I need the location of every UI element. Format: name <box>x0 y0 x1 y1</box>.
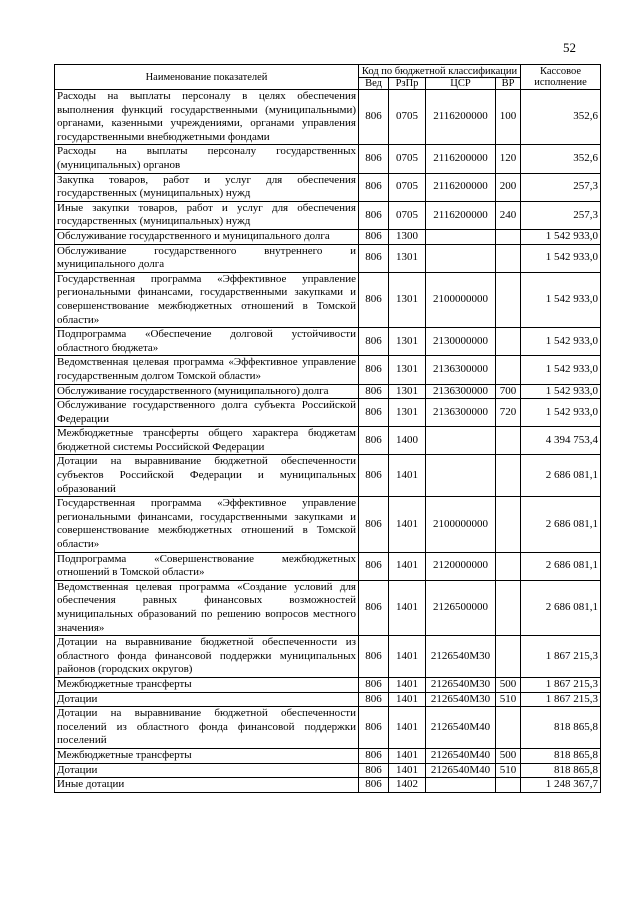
row-amount: 2 686 081,1 <box>521 552 601 580</box>
row-ved: 806 <box>359 399 389 427</box>
row-csr: 2100000000 <box>426 497 496 552</box>
row-vr: 700 <box>496 384 521 399</box>
row-csr <box>426 455 496 497</box>
row-amount: 352,6 <box>521 145 601 173</box>
row-rzpr: 1401 <box>389 707 426 749</box>
row-name: Дотации на выравнивание бюджетной обеспеченности субъектов Российской Федерации и муниципальных образований <box>55 455 359 497</box>
row-name: Межбюджетные трансферты общего характера бюджетам бюджетной системы Российской Федерации <box>55 427 359 455</box>
row-csr: 2116200000 <box>426 173 496 201</box>
row-rzpr: 1401 <box>389 763 426 778</box>
table-row <box>55 707 601 749</box>
header-amount: Кассовое исполнение <box>521 65 601 90</box>
row-rzpr: 0705 <box>389 145 426 173</box>
table-row <box>55 580 601 635</box>
row-vr <box>496 229 521 244</box>
row-csr: 2126540М30 <box>426 636 496 678</box>
row-name: Государственная программа «Эффективное управление региональными финансами, государственными закупками и совершенствование межбюджетных отношений в Томской области» <box>55 272 359 327</box>
row-rzpr: 1401 <box>389 497 426 552</box>
table-row <box>55 201 601 229</box>
table-row <box>55 778 601 793</box>
page-number: 52 <box>563 40 576 55</box>
header-csr: ЦСР <box>426 78 496 90</box>
row-rzpr: 1401 <box>389 636 426 678</box>
row-rzpr: 0705 <box>389 90 426 145</box>
row-name: Дотации <box>55 692 359 707</box>
row-name: Дотации на выравнивание бюджетной обеспеченности поселений из областного фонда финансовой поддержки поселений <box>55 707 359 749</box>
row-vr <box>496 707 521 749</box>
row-name: Подпрограмма «Совершенствование межбюджетных отношений в Томской области» <box>55 552 359 580</box>
table-row <box>55 244 601 272</box>
row-name: Обслуживание государственного долга субъекта Российской Федерации <box>55 399 359 427</box>
row-csr: 2136300000 <box>426 384 496 399</box>
row-rzpr: 1401 <box>389 749 426 764</box>
row-name: Межбюджетные трансферты <box>55 749 359 764</box>
row-rzpr: 1401 <box>389 552 426 580</box>
row-name: Ведомственная целевая программа «Эффективное управление государственным долгом Томской области» <box>55 356 359 384</box>
row-rzpr: 1301 <box>389 272 426 327</box>
row-vr: 100 <box>496 90 521 145</box>
budget-table <box>54 64 601 793</box>
row-vr <box>496 455 521 497</box>
row-ved: 806 <box>359 356 389 384</box>
row-rzpr: 1301 <box>389 328 426 356</box>
row-amount: 1 542 933,0 <box>521 399 601 427</box>
row-csr: 2136300000 <box>426 356 496 384</box>
row-ved: 806 <box>359 497 389 552</box>
row-vr: 500 <box>496 678 521 693</box>
row-ved: 806 <box>359 749 389 764</box>
row-ved: 806 <box>359 552 389 580</box>
row-rzpr: 0705 <box>389 173 426 201</box>
row-csr: 2100000000 <box>426 272 496 327</box>
table-row <box>55 636 601 678</box>
table-row <box>55 399 601 427</box>
row-amount: 1 542 933,0 <box>521 328 601 356</box>
row-rzpr: 1402 <box>389 778 426 793</box>
row-ved: 806 <box>359 173 389 201</box>
row-amount: 257,3 <box>521 173 601 201</box>
row-ved: 806 <box>359 328 389 356</box>
row-amount: 1 542 933,0 <box>521 229 601 244</box>
table-row <box>55 356 601 384</box>
row-amount: 1 542 933,0 <box>521 272 601 327</box>
row-rzpr: 1401 <box>389 580 426 635</box>
row-ved: 806 <box>359 692 389 707</box>
row-vr <box>496 778 521 793</box>
row-csr: 2126540М40 <box>426 707 496 749</box>
row-vr <box>496 427 521 455</box>
row-amount: 1 542 933,0 <box>521 356 601 384</box>
row-ved: 806 <box>359 201 389 229</box>
table-row <box>55 384 601 399</box>
row-rzpr: 1301 <box>389 384 426 399</box>
table-row <box>55 229 601 244</box>
row-amount: 1 542 933,0 <box>521 244 601 272</box>
row-rzpr: 1401 <box>389 692 426 707</box>
row-csr: 2116200000 <box>426 145 496 173</box>
row-csr <box>426 778 496 793</box>
row-rzpr: 1301 <box>389 244 426 272</box>
row-csr: 2126540М40 <box>426 763 496 778</box>
row-csr: 2126500000 <box>426 580 496 635</box>
row-ved: 806 <box>359 229 389 244</box>
table-row <box>55 749 601 764</box>
table-row <box>55 692 601 707</box>
row-rzpr: 1401 <box>389 455 426 497</box>
row-amount: 2 686 081,1 <box>521 580 601 635</box>
row-name: Подпрограмма «Обеспечение долговой устойчивости областного бюджета» <box>55 328 359 356</box>
table-row <box>55 90 601 145</box>
row-rzpr: 1300 <box>389 229 426 244</box>
row-amount: 1 867 215,3 <box>521 678 601 693</box>
row-amount: 818 865,8 <box>521 763 601 778</box>
row-csr: 2120000000 <box>426 552 496 580</box>
header-vr: ВР <box>496 78 521 90</box>
table-row <box>55 552 601 580</box>
row-amount: 1 867 215,3 <box>521 692 601 707</box>
row-vr: 510 <box>496 692 521 707</box>
header-rzpr: РзПр <box>389 78 426 90</box>
row-ved: 806 <box>359 678 389 693</box>
row-amount: 257,3 <box>521 201 601 229</box>
row-csr: 2116200000 <box>426 201 496 229</box>
table-row <box>55 763 601 778</box>
row-name: Ведомственная целевая программа «Создание условий для обеспечения равных финансовых возможностей муниципальных образований по решению вопросов местного значения» <box>55 580 359 635</box>
row-csr: 2126540М30 <box>426 678 496 693</box>
row-vr: 240 <box>496 201 521 229</box>
table-body <box>55 90 601 793</box>
header-name: Наименование показателей <box>55 65 359 90</box>
row-amount: 2 686 081,1 <box>521 497 601 552</box>
row-csr <box>426 229 496 244</box>
table-row <box>55 173 601 201</box>
row-csr: 2136300000 <box>426 399 496 427</box>
row-name: Обслуживание государственного внутреннего и муниципального долга <box>55 244 359 272</box>
row-name: Государственная программа «Эффективное управление региональными финансами, государственными закупками и совершенствование межбюджетных отношений в Томской области» <box>55 497 359 552</box>
row-vr: 200 <box>496 173 521 201</box>
row-csr: 2126540М40 <box>426 749 496 764</box>
row-amount: 2 686 081,1 <box>521 455 601 497</box>
row-name: Дотации на выравнивание бюджетной обеспеченности из областного фонда финансовой поддержки муниципальных районов (городских округов) <box>55 636 359 678</box>
table-row <box>55 272 601 327</box>
row-rzpr: 1400 <box>389 427 426 455</box>
row-name: Расходы на выплаты персоналу в целях обеспечения выполнения функций государственными (муниципальными) органами, казенными учреждениями, органами управления государственными внебюджетными фондами <box>55 90 359 145</box>
table-row <box>55 145 601 173</box>
row-vr <box>496 636 521 678</box>
row-vr <box>496 552 521 580</box>
row-ved: 806 <box>359 707 389 749</box>
row-vr <box>496 328 521 356</box>
row-csr: 2130000000 <box>426 328 496 356</box>
row-ved: 806 <box>359 580 389 635</box>
table-row <box>55 678 601 693</box>
row-vr <box>496 356 521 384</box>
row-rzpr: 0705 <box>389 201 426 229</box>
row-rzpr: 1301 <box>389 399 426 427</box>
row-amount: 352,6 <box>521 90 601 145</box>
row-name: Межбюджетные трансферты <box>55 678 359 693</box>
row-ved: 806 <box>359 427 389 455</box>
row-vr <box>496 244 521 272</box>
row-amount: 1 542 933,0 <box>521 384 601 399</box>
row-csr <box>426 427 496 455</box>
row-ved: 806 <box>359 90 389 145</box>
row-ved: 806 <box>359 636 389 678</box>
row-ved: 806 <box>359 455 389 497</box>
row-ved: 806 <box>359 272 389 327</box>
row-vr: 500 <box>496 749 521 764</box>
row-name: Обслуживание государственного (муниципального) долга <box>55 384 359 399</box>
row-amount: 818 865,8 <box>521 749 601 764</box>
row-csr: 2126540М30 <box>426 692 496 707</box>
row-name: Дотации <box>55 763 359 778</box>
row-name: Иные закупки товаров, работ и услуг для обеспечения государственных (муниципальных) нужд <box>55 201 359 229</box>
row-vr <box>496 580 521 635</box>
row-vr: 120 <box>496 145 521 173</box>
row-name: Обслуживание государственного и муниципального долга <box>55 229 359 244</box>
row-ved: 806 <box>359 778 389 793</box>
row-csr: 2116200000 <box>426 90 496 145</box>
row-amount: 4 394 753,4 <box>521 427 601 455</box>
row-ved: 806 <box>359 384 389 399</box>
row-name: Закупка товаров, работ и услуг для обеспечения государственных (муниципальных) нужд <box>55 173 359 201</box>
row-name: Расходы на выплаты персоналу государственных (муниципальных) органов <box>55 145 359 173</box>
row-vr <box>496 497 521 552</box>
row-csr <box>426 244 496 272</box>
table-row <box>55 328 601 356</box>
row-ved: 806 <box>359 763 389 778</box>
row-amount: 818 865,8 <box>521 707 601 749</box>
table-row <box>55 427 601 455</box>
row-rzpr: 1301 <box>389 356 426 384</box>
header-ved: Вед <box>359 78 389 90</box>
row-amount: 1 867 215,3 <box>521 636 601 678</box>
row-vr: 510 <box>496 763 521 778</box>
table-row <box>55 497 601 552</box>
header-code-group: Код по бюджетной классификации <box>359 65 521 78</box>
table-row <box>55 455 601 497</box>
row-ved: 806 <box>359 244 389 272</box>
row-ved: 806 <box>359 145 389 173</box>
row-rzpr: 1401 <box>389 678 426 693</box>
row-name: Иные дотации <box>55 778 359 793</box>
row-vr <box>496 272 521 327</box>
row-amount: 1 248 367,7 <box>521 778 601 793</box>
row-vr: 720 <box>496 399 521 427</box>
